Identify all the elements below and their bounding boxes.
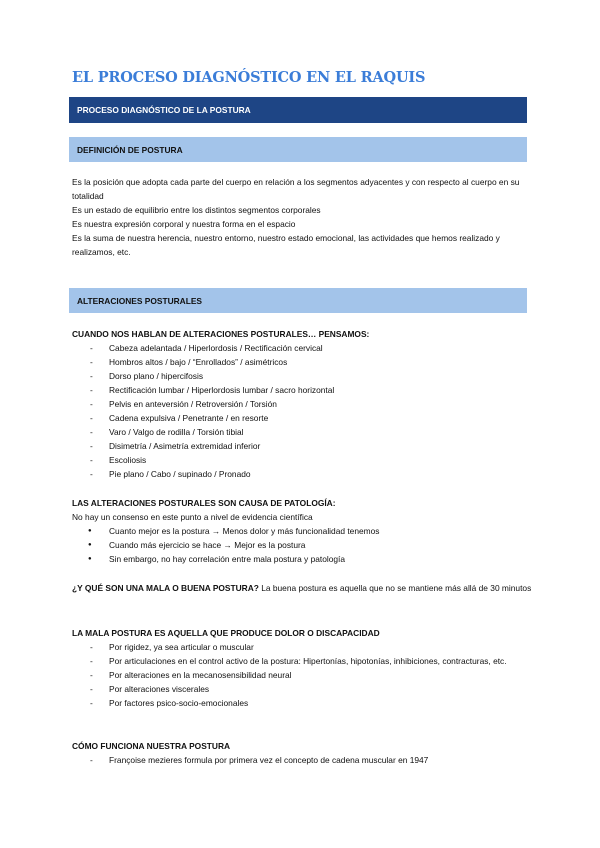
list-item: ● Sin embargo, no hay correlación entre mala postura y patología	[72, 552, 379, 566]
definicion-line: Es un estado de equilibrio entre los distintos segmentos corporales	[72, 205, 321, 215]
list-item: - Por articulaciones en el control activo de la postura: Hipertonías, hipotonías, inhibiciones, contracturas, etc.	[72, 654, 509, 668]
subsection-header-label: ALTERACIONES POSTURALES	[77, 295, 203, 306]
subsection-header-alteraciones	[69, 288, 527, 313]
definicion-line: Es la suma de nuestra herencia, nuestro entorno, nuestro estado emocional, las actividades que hemos realizado y realizamos, etc.	[72, 233, 500, 257]
section-header-proceso	[69, 97, 527, 123]
list-item: ● Cuando más ejercicio se hace → Mejor es la postura	[72, 538, 379, 552]
list-item: - Por alteraciones viscerales	[72, 682, 509, 696]
question-paragraph	[72, 581, 532, 595]
list-item: - Por alteraciones en la mecanosensibilidad neural	[72, 668, 509, 682]
question-bold: ¿Y QUÉ SON UNA MALA O BUENA POSTURA?	[72, 583, 259, 593]
list-item: - Por factores psico-socio-emocionales	[72, 696, 509, 710]
mala-list	[72, 640, 509, 710]
subsection-header-label: DEFINICIÓN DE POSTURA	[77, 144, 183, 155]
list-item: - Pie plano / Cabo / supinado / Pronado	[72, 467, 334, 481]
definicion-line: Es nuestra expresión corporal y nuestra forma en el espacio	[72, 219, 296, 229]
list-item: - Dorso plano / hipercifosis	[72, 369, 334, 383]
funciona-heading: CÓMO FUNCIONA NUESTRA POSTURA	[72, 741, 231, 751]
pensamos-list	[72, 341, 334, 481]
list-item: - Pelvis en anteversión / Retroversión / Torsión	[72, 397, 334, 411]
mala-heading: LA MALA POSTURA ES AQUELLA QUE PRODUCE DOLOR O DISCAPACIDAD	[72, 628, 380, 638]
funciona-list	[72, 753, 428, 767]
patologia-intro: No hay un consenso en este punto a nivel de evidencia científica	[72, 512, 313, 522]
list-item: - Rectificación lumbar / Hiperlordosis lumbar / sacro horizontal	[72, 383, 334, 397]
list-item: ● Cuanto mejor es la postura → Menos dolor y más funcionalidad tenemos	[72, 524, 379, 538]
list-item: - Disimetría / Asimetría extremidad inferior	[72, 439, 334, 453]
patologia-list	[72, 524, 379, 566]
pensamos-heading: CUANDO NOS HABLAN DE ALTERACIONES POSTURALES… PENSAMOS:	[72, 329, 370, 339]
subsection-header-definicion	[69, 137, 527, 162]
section-header-label: PROCESO DIAGNÓSTICO DE LA POSTURA	[77, 105, 251, 115]
list-item: - Cabeza adelantada / Hiperlordosis / Rectificación cervical	[72, 341, 334, 355]
list-item: - Escoliosis	[72, 453, 334, 467]
list-item: - Hombros altos / bajo / “Enrollados” / asimétricos	[72, 355, 334, 369]
definicion-paragraphs	[72, 175, 532, 259]
definicion-line: Es la posición que adopta cada parte del cuerpo en relación a los segmentos adyacentes y con respecto al cuerpo en su totalidad	[72, 177, 520, 201]
list-item: - Cadena expulsiva / Penetrante / en resorte	[72, 411, 334, 425]
list-item: - Por rigidez, ya sea articular o muscular	[72, 640, 509, 654]
list-item: - Varo / Valgo de rodilla / Torsión tibial	[72, 425, 334, 439]
document-title: EL PROCESO DIAGNÓSTICO EN EL RAQUIS	[72, 69, 426, 86]
patologia-heading: LAS ALTERACIONES POSTURALES SON CAUSA DE PATOLOGÍA:	[72, 498, 336, 508]
question-answer: La buena postura es aquella que no se mantiene más allá de 30 minutos	[258, 583, 532, 593]
list-item: - Françoise mezieres formula por primera vez el concepto de cadena muscular en 1947	[72, 753, 428, 767]
